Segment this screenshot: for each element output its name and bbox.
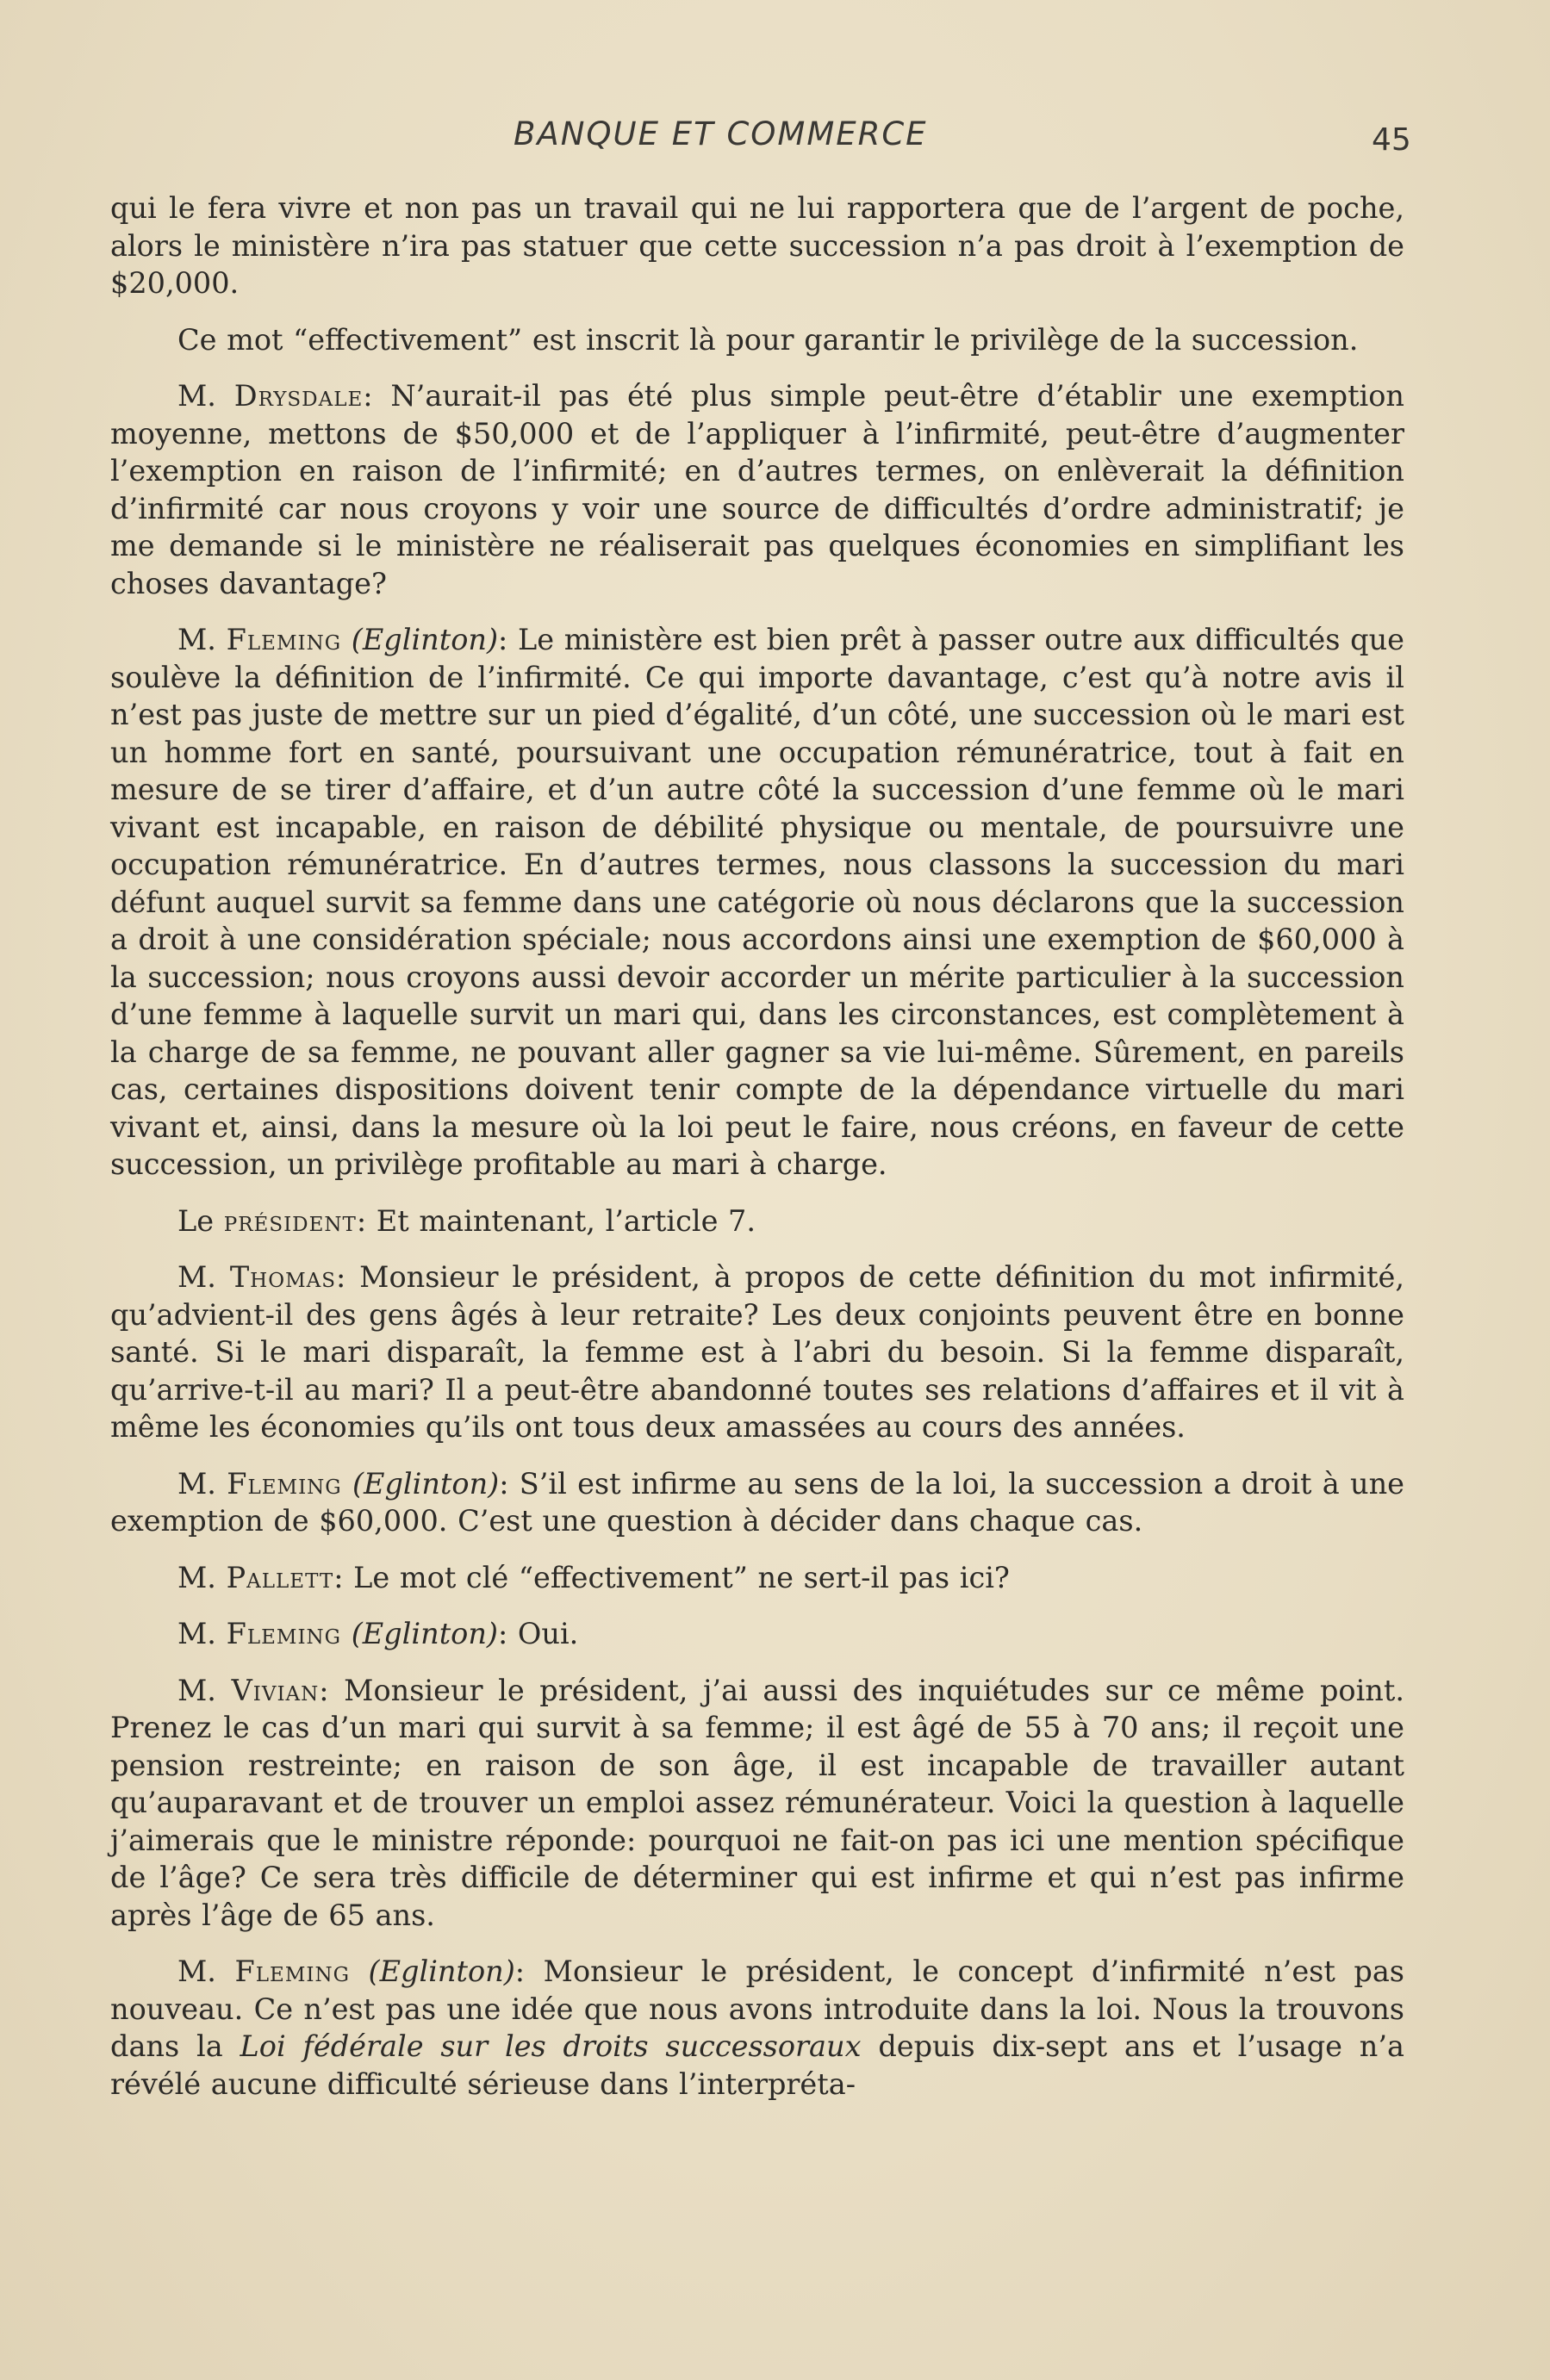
- speaker-riding: (Eglinton): [351, 623, 499, 656]
- speech-fleming: [110, 1465, 1404, 1540]
- speech-text: Et maintenant, l’article 7.: [366, 1203, 756, 1238]
- speech-fleming: [110, 1953, 1404, 2103]
- speaker-colon: :: [356, 1203, 367, 1238]
- speaker-colon: :: [333, 1560, 344, 1594]
- speech-fleming: [110, 1615, 1404, 1653]
- speaker-name: Vivian: [231, 1673, 320, 1707]
- running-title: BANQUE ET COMMERCE: [514, 115, 928, 152]
- speech-president: [110, 1202, 1404, 1240]
- speaker-colon: :: [497, 1617, 508, 1650]
- body-text: [110, 190, 1404, 2122]
- speaker-title: M.: [177, 1560, 216, 1594]
- speaker-colon: :: [363, 379, 373, 413]
- speech-text: Monsieur le président, j’ai aussi des inquiétudes sur ce même point. Prenez le cas d’un mari qui survit à sa femme; il est âgé de 55 à 70 ans; il reçoit une pension restreinte; en raison de son âge, il est incapable de travailler autant qu’auparavant et de trouver un emploi assez rémunérateur. Voici la question à laquelle j’aimerais que le ministre réponde: pourquoi ne fait-on pas ici une mention spécifique de l’âge? Ce sera très difficile de déterminer qui est infirme et qui n’est pas infirme après l’âge de 65 ans.: [110, 1673, 1404, 1932]
- speech-text: Oui.: [507, 1617, 579, 1650]
- speech-fleming: [110, 621, 1404, 1184]
- speech-drysdale: [110, 377, 1404, 602]
- speaker-title: Le: [177, 1203, 215, 1238]
- speaker-name: Drysdale: [233, 379, 364, 413]
- speech-text: depuis dix-sept ans et l’usage n’a révélé aucune difficulté sérieuse dans l’interpréta-: [110, 2029, 1404, 2101]
- speech-text: Le ministère est bien prêt à passer outre aux difficultés que soulève la définition de l’infirmité. Ce qui importe davantage, c’est qu’à notre avis il n’est pas juste de mettre sur un pied d’égalité, d’un côté, une succession où le mari est un homme fort en santé, poursuivant une occupation rémunératrice, tout à fait en mesure de se tirer d’affaire, et d’un autre côté la succession d’une femme où le mari vivant est incapable, en raison de débilité physique ou mentale, de poursuivre une occupation rémunératrice. En d’autres termes, nous classons la succession du mari défunt auquel survit sa femme dans une catégorie où nous déclarons que la succession a droit à une considération spéciale; nous accordons ainsi une exemption de $60,000 à la succession; nous croyons aussi devoir accorder un mérite particulier à la succession d’une femme à laquelle survit un mari qui, dans les circonstances, est complètement à la charge de sa femme, ne pouvant aller gagner sa vie lui-même. Sûrement, en pareils cas, certaines dispositions doivent tenir compte de la dépendance virtuelle du mari vivant et, ainsi, dans la mesure où la loi peut le faire, nous créons, en faveur de cette succession, un privilège profitable au mari à charge.: [110, 623, 1404, 1181]
- speaker-colon: :: [498, 623, 508, 656]
- speaker-name: président: [223, 1203, 357, 1238]
- speech-text: Monsieur le président, le concept d’infirmité n’est pas nouveau. Ce n’est pas une idée que nous avons introduite dans la loi. Nous la trouvons dans la: [110, 1954, 1404, 2063]
- speaker-riding: (Eglinton): [351, 1617, 498, 1650]
- speaker-riding: (Eglinton): [352, 1466, 500, 1501]
- speaker-colon: :: [336, 1260, 346, 1294]
- speech-vivian: [110, 1672, 1404, 1935]
- speaker-title: M.: [177, 1617, 216, 1650]
- speaker-colon: :: [499, 1466, 509, 1501]
- speaker-title: M.: [177, 1954, 216, 1988]
- paragraph: [110, 321, 1404, 359]
- speaker-name: Fleming: [227, 1466, 342, 1501]
- speaker-name: Thomas: [229, 1260, 336, 1294]
- paragraph-continuation: [110, 190, 1404, 302]
- speaker-title: M.: [177, 1260, 216, 1294]
- speaker-colon: :: [514, 1954, 526, 1988]
- speaker-title: M.: [177, 1466, 216, 1501]
- speaker-title: M.: [177, 1673, 216, 1707]
- speech-thomas: [110, 1258, 1404, 1446]
- speech-text: S’il est infirme au sens de la loi, la succession a droit à une exemption de $60,000. C’est une question à décider dans chaque cas.: [110, 1466, 1404, 1538]
- page-number: 45: [1372, 122, 1411, 158]
- law-title: Loi fédérale sur les droits successoraux: [240, 2029, 862, 2063]
- paragraph-text: qui le fera vivre et non pas un travail qui ne lui rapportera que de l’argent de poche, alors le ministère n’ira pas statuer que cette succession n’a pas droit à l’exemption de $20,000.: [110, 191, 1404, 300]
- speech-pallett: [110, 1559, 1404, 1597]
- speaker-name: Pallett: [226, 1560, 334, 1594]
- speaker-title: M.: [177, 623, 216, 656]
- speaker-name: Fleming: [226, 1617, 342, 1650]
- paragraph-text: Ce mot “effectivement” est inscrit là pour garantir le privilège de la succession.: [177, 322, 1359, 357]
- speech-text: Le mot clé “effectivement” ne sert-il pas ici?: [343, 1560, 1010, 1594]
- speaker-name: Fleming: [226, 623, 342, 656]
- speech-text: N’aurait-il pas été plus simple peut-être d’établir une exemption moyenne, mettons de $50,000 et de l’appliquer à l’infirmité, peut-être d’augmenter l’exemption en raison de l’infirmité; en d’autres termes, on enlèverait la définition d’infirmité car nous croyons y voir une source de difficultés d’ordre administratif; je me demande si le ministère ne réaliserait pas quelques économies en simplifiant les choses davantage?: [110, 379, 1404, 600]
- running-header: [0, 110, 1550, 162]
- speech-text: Monsieur le président, à propos de cette définition du mot infirmité, qu’advient-il des gens âgés à leur retraite? Les deux conjoints peuvent être en bonne santé. Si le mari disparaît, la femme est à l’abri du besoin. Si la femme disparaît, qu’arrive-t-il au mari? Il a peut-être abandonné toutes ses relations d’affaires et il vit à même les économies qu’ils ont tous deux amassées au cours des années.: [110, 1260, 1404, 1444]
- speaker-title: M.: [177, 379, 216, 413]
- speaker-colon: :: [319, 1673, 329, 1707]
- speaker-riding: (Eglinton): [368, 1954, 515, 1988]
- speaker-name: Fleming: [234, 1954, 350, 1988]
